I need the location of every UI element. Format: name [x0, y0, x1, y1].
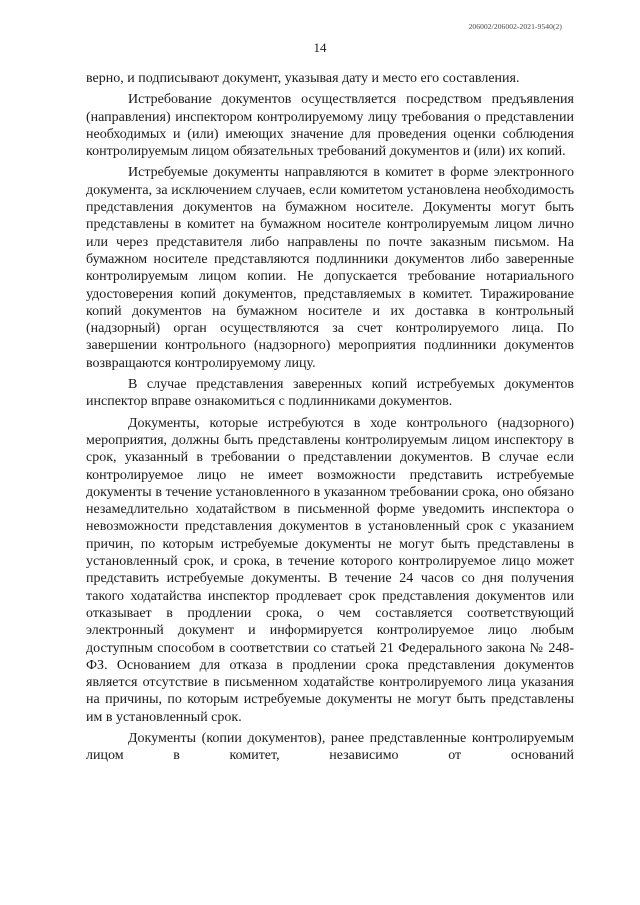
- page-number: 14: [313, 40, 327, 55]
- paragraph-previously-submitted: Документы (копии документов), ранее представленные контролируемым лицом в комитет, независимо от оснований: [86, 730, 574, 764]
- paragraph-deadline-extension: Документы, которые истребуются в ходе контрольного (надзорного) мероприятия, должны быть представлены контролируемым лицом инспектору в срок, указанный в требовании о представлении документов. В случае если контролируемое лицо не имеет возможности представить истребуемые документы в течение установленного в указанном требовании срока, оно обязано незамедлительно ходатайством в письменной форме уведомить инспектора о невозможности представления документов в установленный срок с указанием причин, по которым истребуемые документы не могут быть представлены в установленный срок, и срока, в течение которого контролируемое лицо может представить истребуемые документы. В течение 24 часов со дня получения такого ходатайства инспектор продлевает срок представления документов или отказывает в продлении срока, о чем составляется соответствующий электронный документ и информируется контролируемое лицо любым доступным способом в соответствии со статьей 21 Федерального закона № 248-ФЗ. Основанием для отказа в продлении срока представления документов является отсутствие в письменном ходатайстве контролируемого лица указания на причины, по которым истребуемые документы не могут быть представлены им в установленный срок.: [86, 415, 574, 725]
- paragraph-document-delivery: Истребуемые документы направляются в комитет в форме электронного документа, за исключением случаев, если комитетом установлена необходимость представления документов на бумажном носителе. Документы могут быть представлены в комитет на бумажном носителе контролируемым лицом лично или через представителя либо направлены по почте заказным письмом. На бумажном носителе представляются подлинники документов либо заверенные контролируемым лицом копии. Не допускается требование нотариального удостоверения копий документов, представляемых в комитет. Тиражирование копий документов на бумажном носителе и их доставка в контрольный (надзорный) орган осуществляются за счет контролируемого лица. По завершении контрольного (надзорного) мероприятия подлинники документов возвращаются контролируемому лицу.: [86, 165, 574, 371]
- paragraph-document-request: Истребование документов осуществляется посредством предъявления (направления) инспектором контролируемому лицу требования о представлении необходимых и (или) имеющих значение для проведения оценки соблюдения контролируемым лицом обязательных требований документов и (или) их копий.: [86, 92, 574, 160]
- paragraph-certified-copies: В случае представления заверенных копий истребуемых документов инспектор вправе ознакомиться с подлинниками документов.: [86, 377, 574, 410]
- document-body: [86, 70, 574, 765]
- paragraph-continuation: верно, и подписывают документ, указывая дату и место его составления.: [86, 71, 520, 86]
- document-code: 206002/206002-2021-9540(2): [468, 22, 562, 31]
